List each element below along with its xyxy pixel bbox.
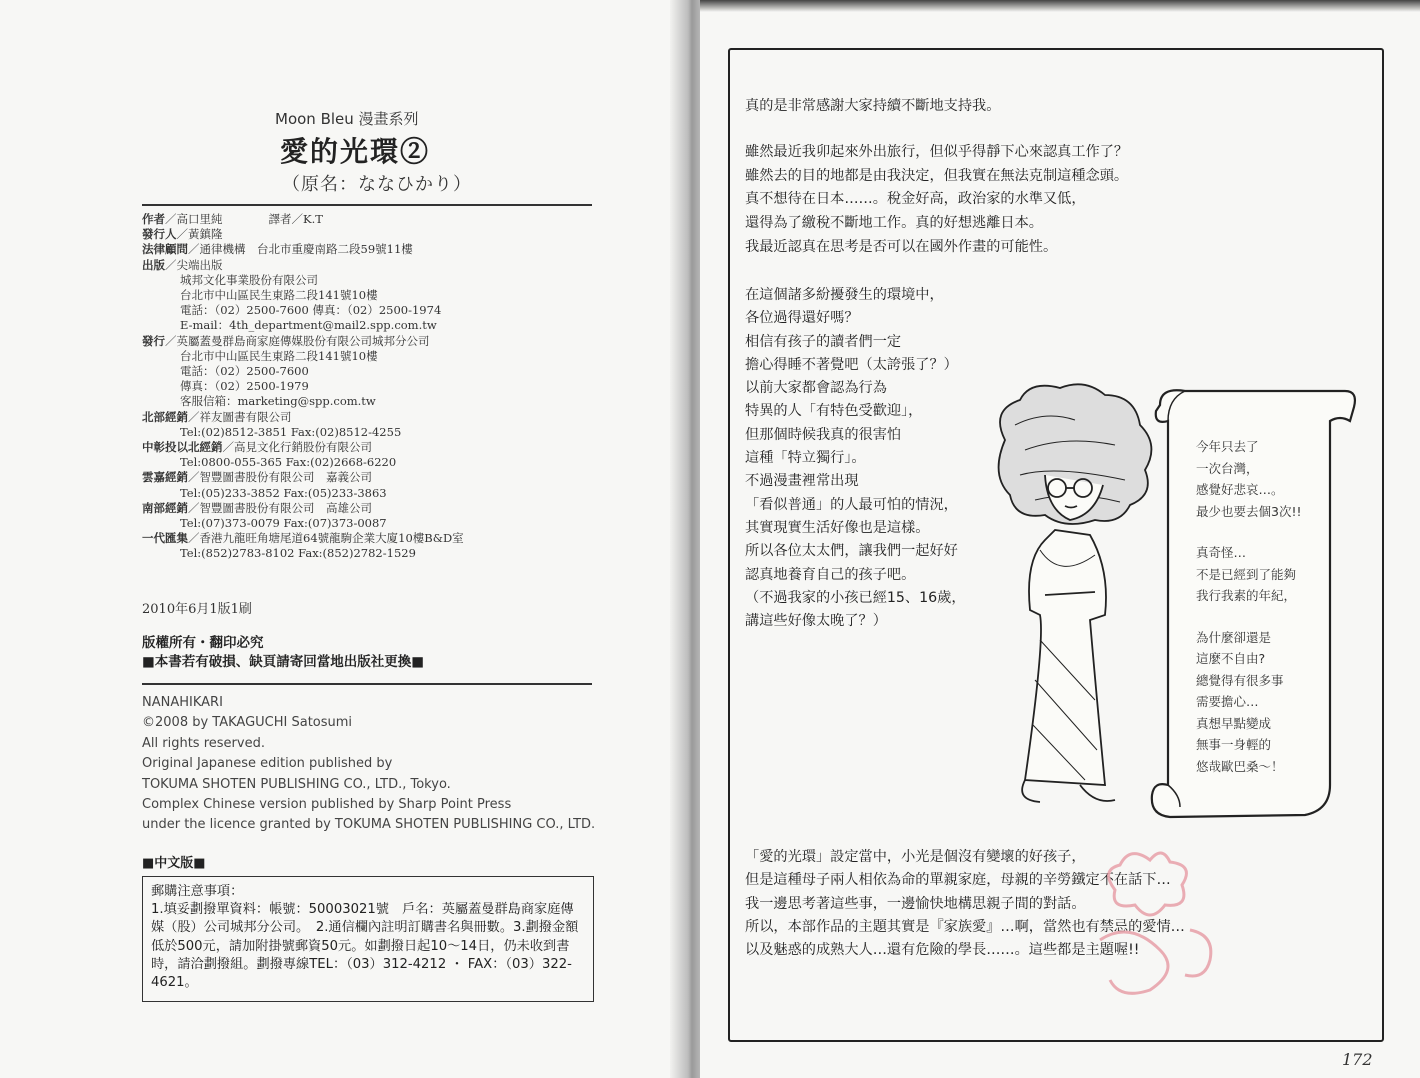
scroll-line: 一次台灣，	[1196, 460, 1259, 476]
afterword-line: 但那個時候我真的很害怕	[745, 426, 902, 443]
english-line: TOKUMA SHOTEN PUBLISHING CO., LTD., Tokyo.	[142, 776, 451, 792]
credit-value: 台北市中山區民生東路二段141號10樓	[180, 288, 378, 303]
intro-line: 雖然最近我卯起來外出旅行，但似乎得靜下心來認真工作了？	[745, 143, 1129, 160]
credit-value: Tel:0800-055-365 Fax:(02)2668-6220	[180, 455, 397, 470]
credit-value: 電話：（02）2500-7600	[180, 364, 309, 379]
afterword-line: 但是這種母子兩人相依為命的單親家庭，母親的辛勞鐵定不在話下…	[745, 872, 1171, 889]
intro-line: 真不想待在日本……。稅金好高，政治家的水準又低，	[745, 191, 1086, 208]
page-top-shade	[700, 0, 1420, 12]
credit-row	[142, 425, 602, 440]
credit-value: E-mail：4th_department@mail2.spp.com.tw	[180, 318, 437, 333]
credit-row	[142, 227, 602, 242]
edition-line: 2010年6月1版1刷	[142, 602, 252, 617]
credit-row	[142, 242, 602, 257]
afterword-line: 以及魅惑的成熟大人…還有危險的學長……。這些都是主題喔!!	[745, 942, 1140, 959]
credit-key: 北部經銷	[142, 409, 188, 424]
credit-key: 發行人	[142, 227, 177, 242]
credit-row	[142, 334, 602, 349]
credit-row	[142, 273, 602, 288]
credit-value: Tel:(02)8512-3851 Fax:(02)8512-4255	[180, 424, 402, 439]
credit-key: 中彰投以北經銷	[142, 440, 223, 455]
english-line: under the licence granted by TOKUMA SHOTEN PUBLISHING CO., LTD.	[142, 817, 596, 833]
credit-row	[142, 379, 602, 394]
afterword-line: 不過漫畫裡常出現	[745, 473, 859, 490]
credit-value: ／智豐圖書股份有限公司 高雄公司	[188, 500, 372, 515]
afterword-line: 在這個諸多紛擾發生的環境中，	[745, 287, 944, 303]
intro-line: 我最近認真在思考是否可以在國外作畫的可能性。	[745, 238, 1058, 255]
credit-key: 南部經銷	[142, 500, 188, 515]
afterword-line: 「看似普通」的人最可怕的情況，	[745, 496, 958, 513]
series-name: Moon Bleu 漫畫系列	[275, 110, 419, 128]
credit-row	[142, 470, 602, 485]
divider-mid	[142, 683, 592, 685]
credit-value: ／高見文化行銷股份有限公司	[222, 440, 372, 455]
afterword-line: 我一邊思考著這些事，一邊愉快地構思親子間的對話。	[745, 895, 1086, 912]
afterword-line: 「愛的光環」設定當中，小光是個沒有變壞的好孩子，	[745, 849, 1086, 865]
credit-row	[142, 455, 602, 470]
rights-block	[142, 634, 424, 672]
credit-value: ／香港九龍旺角塘尾道64號龍駒企業大廈10樓B&D室	[188, 531, 464, 546]
credit-value: Tel:(852)2783-8102 Fax:(852)2782-1529	[180, 546, 416, 561]
credit-value: ／高口里純 譯者／K.T	[165, 212, 323, 226]
afterword-middle	[745, 284, 966, 633]
original-title: （原名：ななひかり）	[282, 174, 472, 195]
mail-order-text: 1.填妥劃撥單資料：帳號：50003021號 戶名：英屬蓋曼群島商家庭傳媒（股）公司城邦分公司。 2.通信欄內註明訂購書名與冊數。3.劃撥金額低於500元，請加附掛號郵資50元。如劃撥日起10～14日，仍未收到書時，請洽劃撥組。劃撥專線TEL：（03）312-4212 ・ FAX：（03）322-4621。	[151, 902, 579, 991]
rights-reserved: 版權所有・翻印必究	[142, 635, 264, 651]
credit-row	[142, 288, 602, 303]
credit-row	[142, 258, 602, 273]
credit-value: ／通律機構 台北市重慶南路二段59號11樓	[188, 242, 413, 257]
credit-key: 作者	[142, 212, 165, 226]
afterword-intro	[745, 95, 1128, 260]
credit-value: ／智豐圖書股份有限公司 嘉義公司	[188, 470, 372, 485]
afterword-line: 相信有孩子的讀者們一定	[745, 333, 902, 350]
english-copyright	[142, 693, 595, 836]
afterword-line: 特異的人「有特色受歡迎」，	[745, 403, 923, 420]
credit-row	[142, 516, 602, 531]
scroll-line: 感覺好悲哀…。	[1196, 482, 1284, 497]
credit-value: ／尖端出版	[165, 257, 223, 272]
mail-order-title: 郵購注意事項：	[151, 884, 244, 899]
intro-line: 真的是非常感謝大家持續不斷地支持我。	[745, 98, 1001, 114]
credit-row	[142, 440, 602, 455]
english-line: NANAHIKARI	[142, 695, 223, 710]
credit-value: 城邦文化事業股份有限公司	[180, 272, 318, 287]
credit-value: 台北市中山區民生東路二段141號10樓	[180, 348, 378, 363]
credit-key: 出版	[142, 257, 165, 272]
afterword-line: 認真地養育自己的孩子吧。	[745, 566, 916, 583]
woman-illustration	[985, 380, 1175, 820]
credit-row	[142, 303, 602, 318]
english-line: ©2008 by TAKAGUCHI Satosumi	[142, 715, 353, 731]
credit-row	[142, 349, 602, 364]
mail-order-box	[142, 876, 594, 1002]
credit-value: 電話：（02）2500-7600 傳真：（02）2500-1974	[180, 303, 442, 318]
scroll-line: 真想早點變成	[1196, 715, 1272, 731]
scroll-line: 為什麼卻還是	[1196, 629, 1272, 645]
credit-key: 雲嘉經銷	[142, 470, 188, 485]
afterword-line: 所以各位太太們，讓我們一起好好	[745, 543, 958, 560]
scroll-line: 悠哉歐巴桑～！	[1196, 758, 1284, 774]
afterword-line: 擔心得睡不著覺吧（太誇張了？）	[745, 356, 958, 373]
afterword-line: （不過我家的小孩已經15、16歲，	[745, 589, 966, 606]
credit-row	[142, 364, 602, 379]
afterword-line: 這種「特立獨行」。	[745, 450, 866, 467]
intro-line: 還得為了繳稅不斷地工作。真的好想逃離日本。	[745, 215, 1043, 232]
afterword-line: 講這些好像太晚了？）	[745, 613, 887, 630]
afterword-line: 以前大家都會認為行為	[745, 380, 887, 397]
flower-decoration	[1070, 840, 1230, 1010]
scroll-line: 不是已經到了能夠	[1196, 566, 1297, 582]
afterword-line: 所以，本部作品的主題其實是『家族愛』…啊，當然也有禁忌的愛情…	[745, 918, 1185, 935]
credit-row	[142, 212, 602, 227]
divider-top	[142, 204, 592, 206]
credit-key: 發行	[142, 333, 165, 348]
book-title: 愛的光環②	[280, 135, 431, 168]
scroll-text	[1196, 436, 1301, 777]
english-line: Original Japanese edition published by	[142, 756, 393, 772]
scroll-line: 今年只去了	[1196, 439, 1259, 454]
credit-value: 客服信箱：marketing@spp.com.tw	[180, 394, 376, 409]
credit-value: ／祥友圖書有限公司	[188, 409, 292, 424]
credit-value: ／英屬蓋曼群島商家庭傳媒股份有限公司城邦分公司	[165, 333, 430, 348]
scroll-line: 真奇怪…	[1196, 545, 1247, 560]
scroll-line: 我行我素的年紀，	[1196, 588, 1297, 603]
credits-block	[142, 212, 602, 562]
english-line: Complex Chinese version published by Sharp Point Press	[142, 797, 512, 813]
scroll-line: 總覺得有很多事	[1196, 672, 1284, 688]
credit-row	[142, 410, 602, 425]
afterword-line: 其實現實生活好像也是這樣。	[745, 519, 930, 536]
credit-row	[142, 501, 602, 516]
credit-value: ／黃鎮隆	[176, 227, 223, 242]
credit-value: Tel:(05)233-3852 Fax:(05)233-3863	[180, 485, 387, 500]
credit-row	[142, 486, 602, 501]
scroll-line: 最少也要去個3次!!	[1196, 503, 1302, 519]
credit-row	[142, 394, 602, 409]
credit-row	[142, 318, 602, 333]
credit-row	[142, 546, 602, 561]
scroll-line: 無事一身輕的	[1196, 737, 1272, 752]
credit-key: 法律顧問	[142, 242, 188, 257]
scroll-line: 需要擔心…	[1196, 694, 1259, 709]
chinese-version-label: ■中文版■	[142, 856, 206, 871]
credit-row	[142, 531, 602, 546]
credit-value: Tel:(07)373-0079 Fax:(07)373-0087	[180, 516, 387, 531]
intro-line: 雖然去的目的地都是由我決定，但我實在無法克制這種念頭。	[745, 167, 1129, 184]
credit-value: 傳真：（02）2500-1979	[180, 379, 309, 394]
english-line: All rights reserved.	[142, 735, 265, 751]
afterword-line: 各位過得還好嗎？	[745, 310, 859, 327]
scroll-line: 這麼不自由?	[1196, 651, 1266, 666]
credit-key: 一代匯集	[142, 531, 188, 546]
page-number: 172	[1342, 1050, 1373, 1069]
damage-notice: ■本書若有破損、缺頁請寄回當地出版社更換■	[142, 654, 425, 670]
